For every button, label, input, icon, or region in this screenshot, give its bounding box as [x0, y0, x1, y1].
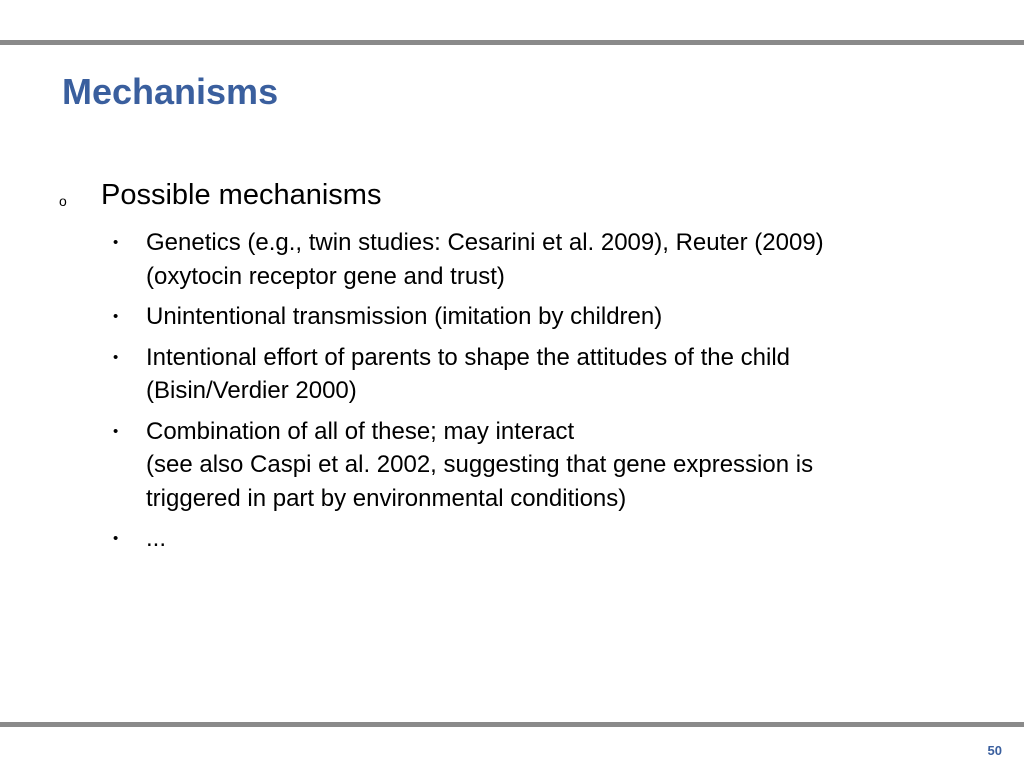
level1-item: [0, 178, 1024, 218]
bullet-text: [146, 300, 966, 334]
bullet-text: [146, 522, 966, 556]
bullet-icon: •: [113, 348, 119, 366]
bullet-item-intentional: [0, 341, 1024, 408]
bullet-item-combination: [0, 415, 1024, 516]
circle-bullet-icon: o: [59, 193, 67, 209]
page-number: 50: [987, 743, 1002, 758]
bullet-item-unintentional: [0, 300, 1024, 334]
bullet-text: [146, 415, 966, 516]
bullet-line: triggered in part by environmental conditions): [146, 484, 627, 512]
bullet-icon: •: [113, 234, 119, 251]
bullet-icon: •: [113, 308, 119, 325]
bullet-line: (Bisin/Verdier 2000): [146, 377, 357, 404]
bullet-line: Unintentional transmission (imitation by children): [146, 303, 663, 330]
bullet-line: Intentional effort of parents to shape the attitudes of the child: [146, 343, 790, 371]
bullet-item-ellipsis: [0, 522, 1024, 556]
bullet-text: [146, 341, 966, 408]
bullet-line: Genetics (e.g., twin studies: Cesarini et al. 2009), Reuter (2009): [146, 229, 824, 256]
bullet-line: (see also Caspi et al. 2002, suggesting that gene expression is: [146, 451, 814, 478]
slide-content: [0, 178, 1024, 552]
bullet-text: [146, 226, 966, 293]
bullet-line: Combination of all of these; may interact: [146, 417, 575, 445]
bullet-icon: •: [113, 530, 119, 547]
level1-text: Possible mechanisms: [101, 179, 382, 211]
bullet-icon: •: [113, 422, 119, 440]
bottom-divider: [0, 722, 1024, 727]
top-divider: [0, 40, 1024, 45]
bullet-item-genetics: [0, 226, 1024, 293]
bullet-line: ...: [146, 525, 167, 552]
bullet-line: (oxytocin receptor gene and trust): [146, 262, 505, 290]
slide-title: Mechanisms: [62, 71, 279, 112]
bullet-list: [0, 226, 1024, 563]
